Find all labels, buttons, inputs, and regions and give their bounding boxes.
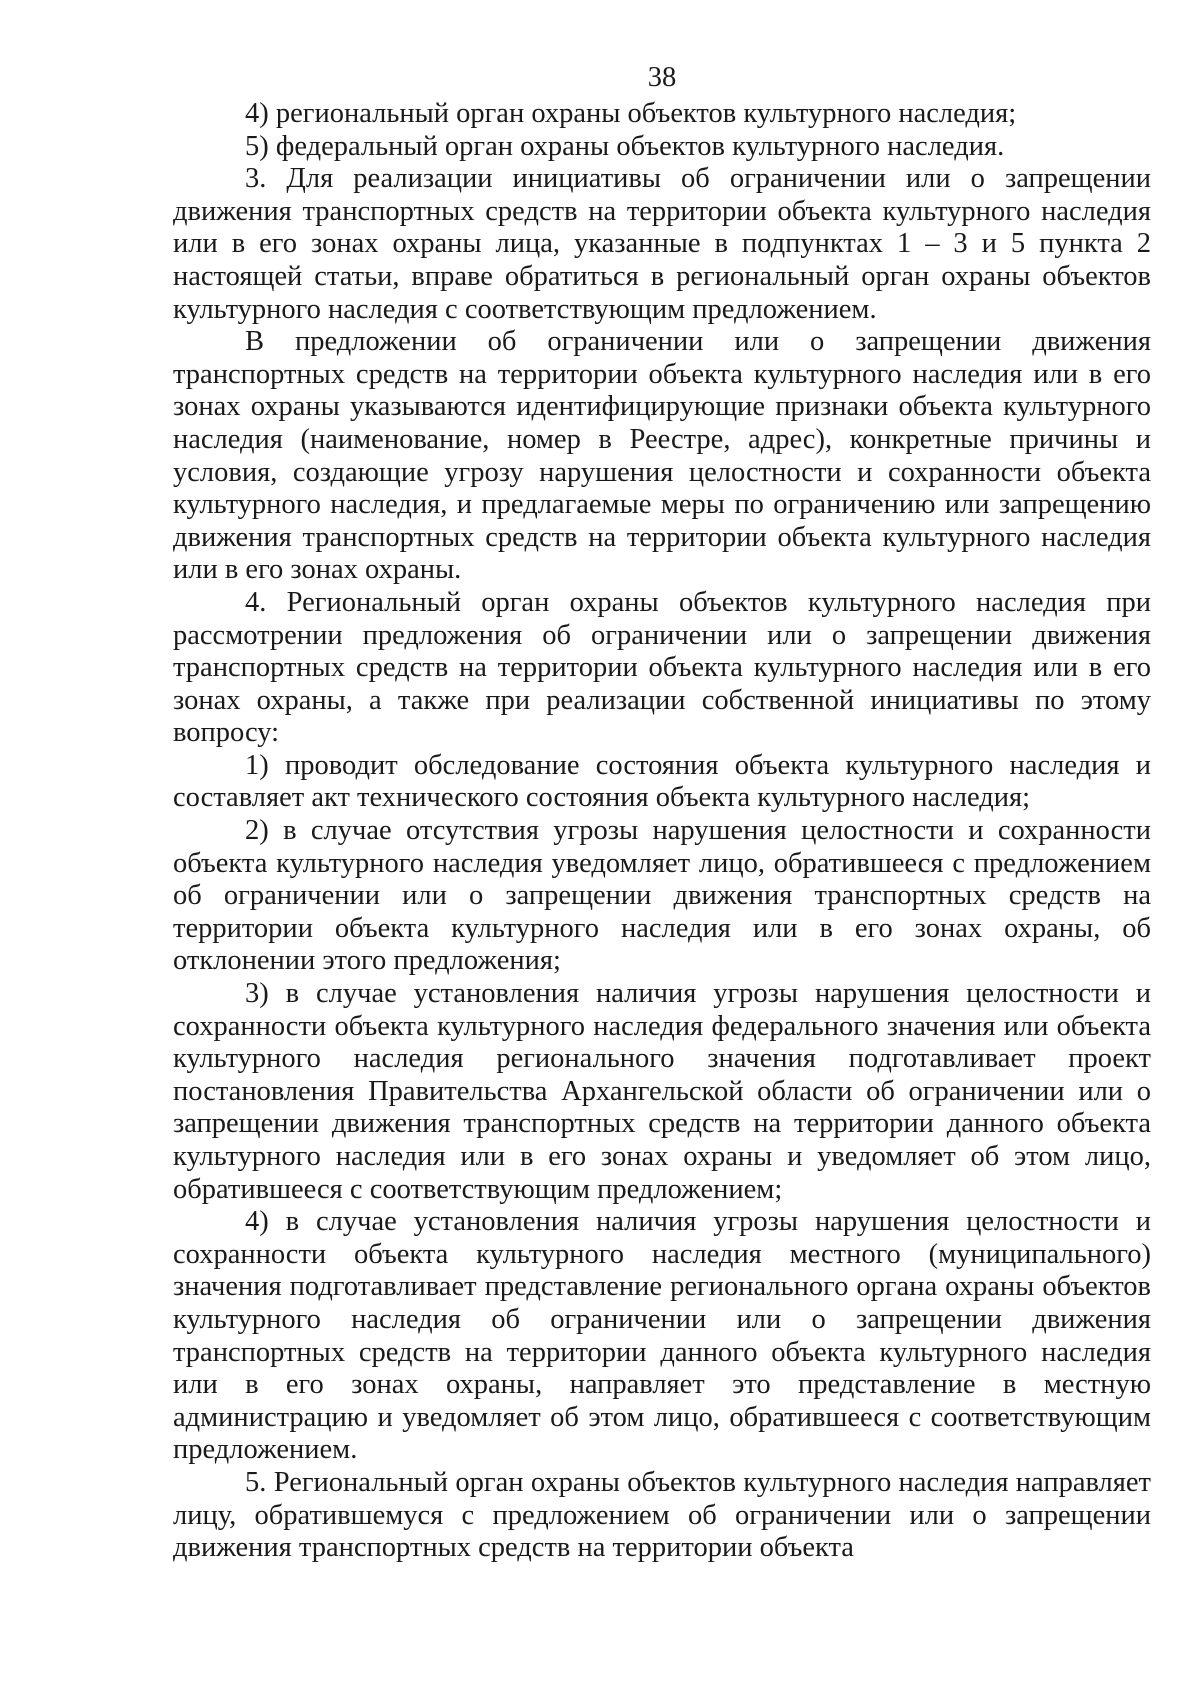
paragraph-subitem-3: 3) в случае установления наличия угрозы нарушения целостности и сохранности объекта культурного наследия федерального значения или объекта культурного наследия регионального значения подготавливает проект постановления Правительства Архангельской области об ограничении или о запрещении движения транспортных средств на территории данного объекта культурного наследия или в его зонах охраны и уведомляет об этом лицо, обратившееся с соответствующим предложением; <box>173 978 1151 1205</box>
document-page <box>173 62 1151 1565</box>
paragraph-item-4: 4) региональный орган охраны объектов культурного наследия; <box>245 98 1017 129</box>
paragraph-subitem-2: 2) в случае отсутствия угрозы нарушения целостности и сохранности объекта культурного наследия уведомляет лицо, обратившееся с предложением об ограничении или о запрещении движения транспортных средств на территории объекта культурного наследия или в его зонах охраны, об отклонении этого предложения; <box>173 815 1151 977</box>
paragraph-clause-4: 4. Региональный орган охраны объектов культурного наследия при рассмотрении предложения об ограничении или о запрещении движения транспортных средств на территории объекта культурного наследия или в его зонах охраны, а также при реализации собственной инициативы по этому вопросу: <box>173 586 1151 749</box>
paragraph-subitem-4: 4) в случае установления наличия угрозы нарушения целостности и сохранности объекта культурного наследия местного (муниципального) значения подготавливает представление регионального органа охраны объектов культурного наследия об ограничении или о запрещении движения транспортных средств на территории данного объекта культурного наследия или в его зонах охраны, направляет это представление в местную администрацию и уведомляет об этом лицо, обратившееся с соответствующим предложением. <box>173 1206 1151 1466</box>
paragraph-clause-5: 5. Региональный орган охраны объектов культурного наследия направляет лицу, обратившемуся с предложением об ограничении или о запрещении движения транспортных средств на территории объекта <box>173 1466 1151 1564</box>
paragraph-subitem-1: 1) проводит обследование состояния объекта культурного наследия и составляет акт технического состояния объекта культурного наследия; <box>173 749 1151 814</box>
paragraph-proposal-content: В предложении об ограничении или о запрещении движения транспортных средств на территории объекта культурного наследия или в его зонах охраны указываются идентифицирующие признаки объекта культурного наследия (наименование, номер в Реестре, адрес), конкретные причины и условия, создающие угрозу нарушения целостности и сохранности объекта культурного наследия, и предлагаемые меры по ограничению или запрещению движения транспортных средств на территории объекта культурного наследия или в его зонах охраны. <box>173 326 1151 586</box>
paragraph-clause-3: 3. Для реализации инициативы об ограничении или о запрещении движения транспортных средств на территории объекта культурного наследия или в его зонах охраны лица, указанные в подпунктах 1 – 3 и 5 пункта 2 настоящей статьи, вправе обратиться в региональный орган охраны объектов культурного наследия с соответствующим предложением. <box>173 163 1151 325</box>
page-number: 38 <box>647 62 677 93</box>
paragraph-item-5: 5) федеральный орган охраны объектов культурного наследия. <box>245 130 1005 162</box>
